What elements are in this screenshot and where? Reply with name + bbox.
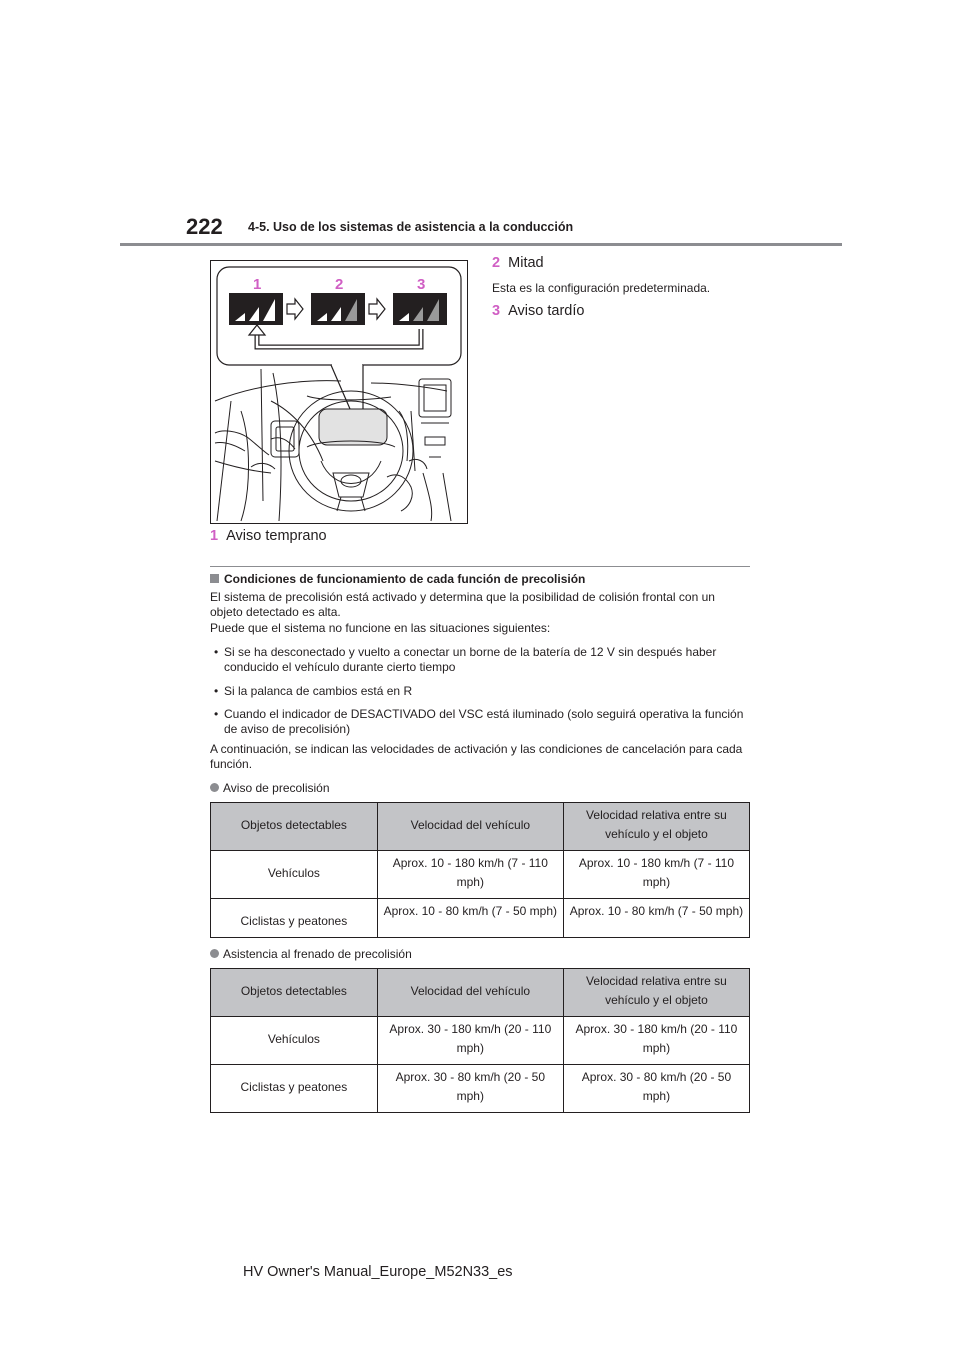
table-1-title-text: Aviso de precolisión: [223, 781, 330, 795]
table-header-cell: Velocidad del vehículo: [377, 803, 563, 851]
bullet-item: [210, 707, 750, 737]
circle-bullet-icon: [210, 783, 219, 792]
table-row: [211, 1017, 750, 1065]
item-2-number: 2: [492, 255, 501, 271]
illustration-label-3: 3: [417, 276, 426, 293]
section-rule: [210, 566, 750, 567]
illustration-label-2: 2: [335, 276, 344, 293]
precollision-warning-table: [210, 802, 750, 938]
page-number: 222: [186, 214, 223, 239]
bullet-text: Si la palanca de cambios está en R: [224, 684, 413, 698]
bullet-text: Cuando el indicador de DESACTIVADO del VSC está iluminado (solo seguirá operativa la función de aviso de precolisión): [224, 707, 744, 736]
table-2-title-text: Asistencia al frenado de precolisión: [223, 947, 412, 961]
table-row: [211, 851, 750, 899]
indicator-late: [393, 293, 447, 325]
item-2-label: Mitad: [508, 255, 544, 271]
table-cell: Aprox. 30 - 180 km/h (20 - 110 mph): [377, 1017, 563, 1065]
item-1: [210, 527, 327, 545]
table-header-cell: Velocidad relativa entre su vehículo y el objeto: [563, 803, 749, 851]
table-cell: Ciclistas y peatones: [211, 1065, 378, 1113]
conditions-paragraph-1: El sistema de precolisión está activado y determina que la posibilidad de colisión frontal con un objeto detectado es alta.: [210, 590, 715, 619]
section-title: 4-5. Uso de los sistemas de asistencia a la conducción: [248, 220, 574, 234]
dashboard-illustration: [210, 260, 468, 524]
dashboard-drawing: [211, 261, 467, 523]
table-cell: Vehículos: [211, 1017, 378, 1065]
conditions-paragraph-2: Puede que el sistema no funcione en las situaciones siguientes:: [210, 621, 551, 635]
table-header-cell: Velocidad relativa entre su vehículo y el objeto: [563, 969, 749, 1017]
table-cell: Ciclistas y peatones: [211, 899, 378, 938]
table-cell: Aprox. 30 - 80 km/h (20 - 50 mph): [563, 1065, 749, 1113]
square-bullet-icon: [210, 574, 219, 583]
indicator-early: [229, 293, 283, 325]
table-cell: Aprox. 10 - 80 km/h (7 - 50 mph): [563, 899, 749, 938]
item-3: [492, 302, 584, 320]
table-cell: Vehículos: [211, 851, 378, 899]
table-header-row: [211, 969, 750, 1017]
table-cell: Aprox. 10 - 180 km/h (7 - 110 mph): [563, 851, 749, 899]
table-header-row: [211, 803, 750, 851]
table-2-title: [210, 947, 412, 962]
item-2-description: Esta es la configuración predeterminada.: [492, 281, 711, 295]
item-1-label: Aviso temprano: [226, 528, 327, 544]
header-rule: [120, 243, 842, 246]
table-cell: Aprox. 10 - 180 km/h (7 - 110 mph): [377, 851, 563, 899]
table-header-cell: Objetos detectables: [211, 803, 378, 851]
illustration-label-1: 1: [253, 276, 262, 293]
bullet-dot: •: [214, 684, 219, 698]
conditions-heading: [210, 572, 585, 587]
footer-manual-id: HV Owner's Manual_Europe_M52N33_es: [243, 1264, 513, 1280]
item-3-label: Aviso tardío: [508, 303, 585, 319]
table-1-title: [210, 781, 330, 796]
table-row: [211, 1065, 750, 1113]
circle-bullet-icon: [210, 949, 219, 958]
table-cell: Aprox. 30 - 180 km/h (20 - 110 mph): [563, 1017, 749, 1065]
bullet-item: [210, 684, 750, 699]
conditions-paragraph-3: A continuación, se indican las velocidades de activación y las condiciones de cancelación para cada función.: [210, 742, 743, 771]
bullet-dot: •: [214, 645, 219, 659]
table-cell: Aprox. 10 - 80 km/h (7 - 50 mph): [377, 899, 563, 938]
item-1-number: 1: [210, 528, 219, 544]
table-header-cell: Objetos detectables: [211, 969, 378, 1017]
bullet-dot: •: [214, 707, 219, 721]
item-3-number: 3: [492, 303, 501, 319]
table-cell: Aprox. 30 - 80 km/h (20 - 50 mph): [377, 1065, 563, 1113]
table-row: [211, 899, 750, 938]
item-2: [492, 254, 544, 272]
table-header-cell: Velocidad del vehículo: [377, 969, 563, 1017]
bullet-item: [210, 645, 750, 675]
bullet-text: Si se ha desconectado y vuelto a conectar un borne de la batería de 12 V sin después haber conducido el vehículo durante cierto tiempo: [224, 645, 717, 674]
indicator-middle: [311, 293, 365, 325]
precollision-brake-assist-table: [210, 968, 750, 1113]
conditions-heading-text: Condiciones de funcionamiento de cada función de precolisión: [224, 572, 586, 586]
